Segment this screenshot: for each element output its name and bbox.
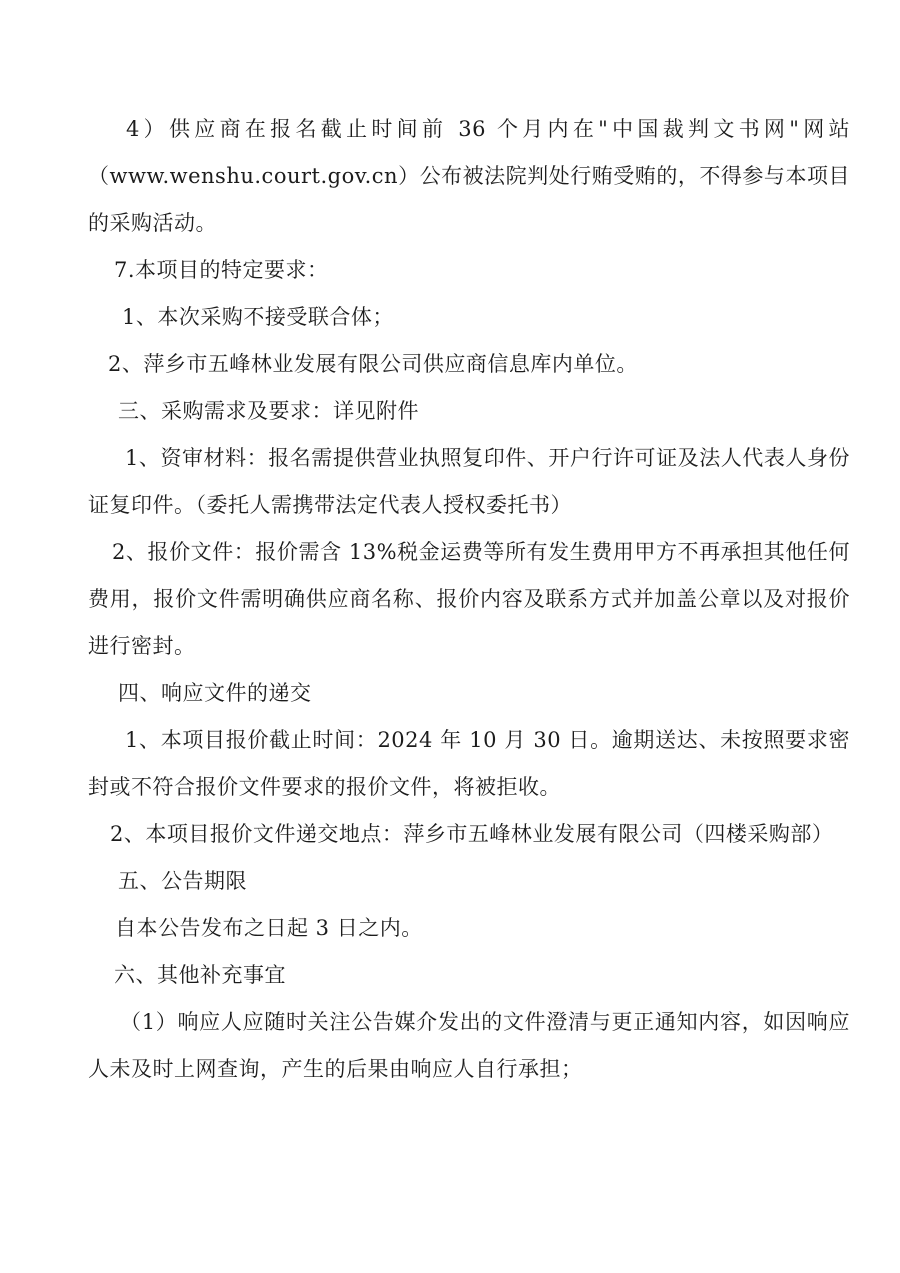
paragraph-quotation-documents: 2、报价文件：报价需含 13%税金运费等所有发生费用甲方不再承担其他任何费用，报价文件需明确供应商名称、报价内容及联系方式并加盖公章以及对报价进行密封。 [88, 540, 850, 658]
paragraph-announcement-period: 自本公告发布之日起 3 日之内。 [115, 916, 423, 940]
paragraph-qualification-materials: 1、资审材料：报名需提供营业执照复印件、开户行许可证及法人代表人身份证复印件。（委托人需携带法定代表人授权委托书） [88, 446, 850, 517]
paragraph-specific-requirements-heading: 7.本项目的特定要求： [114, 258, 329, 282]
paragraph-supplier-restriction: 4）供应商在报名截止时间前 36 个月内在"中国裁判文书网"网站（www.wenshu.court.gov.cn）公布被法院判处行贿受贿的，不得参与本项目的采购活动。 [88, 117, 850, 235]
paragraph-section-6-heading: 六、其他补充事宜 [114, 963, 286, 987]
paragraph-deadline: 1、本项目报价截止时间：2024 年 10 月 30 日。逾期送达、未按照要求密封或不符合报价文件要求的报价文件，将被拒收。 [88, 728, 850, 799]
paragraph-submission-location: 2、本项目报价文件递交地点：萍乡市五峰林业发展有限公司（四楼采购部） [110, 822, 834, 846]
paragraph-section-3-heading: 三、采购需求及要求：详见附件 [118, 399, 419, 423]
paragraph-supplier-database: 2、萍乡市五峰林业发展有限公司供应商信息库内单位。 [108, 352, 638, 376]
paragraph-section-4-heading: 四、响应文件的递交 [118, 681, 312, 705]
paragraph-no-consortium: 1、本次采购不接受联合体； [122, 305, 394, 329]
paragraph-section-5-heading: 五、公告期限 [118, 869, 247, 893]
paragraph-clarification-notice: （1）响应人应随时关注公告媒介发出的文件澄清与更正通知内容，如因响应人未及时上网查询，产生的后果由响应人自行承担； [88, 1010, 850, 1081]
